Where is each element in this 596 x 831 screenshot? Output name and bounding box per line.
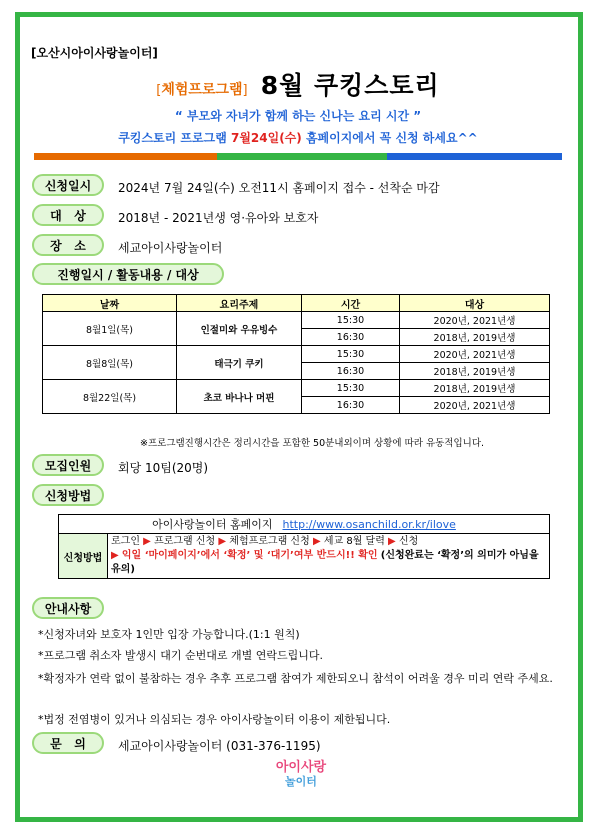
tagline: “ 부모와 자녀가 함께 하는 신나는 요리 시간 ” — [174, 109, 422, 123]
application-notice: 쿠킹스토리 프로그램 7월24일(수) 홈페이지에서 꼭 신청 하세요^^ — [118, 131, 478, 145]
schedule-table — [42, 294, 550, 414]
svg-text:놀이터: 놀이터 — [285, 775, 317, 788]
guide-label: 안내사항 — [32, 597, 104, 619]
schedule-note: ※프로그램진행시간은 정리시간을 포함한 50분내외이며 상황에 따라 유동적입니다. — [140, 438, 485, 449]
recruit-value: 회당 10팀(20명) — [118, 461, 209, 475]
method-label: 신청방법 — [32, 484, 104, 506]
target-label: 대 상 — [32, 204, 104, 226]
table-row: 8월22일(목) 초코 바나나 머핀 15:30 2018년, 2019년생 — [43, 380, 550, 397]
arrow-right-icon: ▶ — [218, 536, 227, 547]
place-label: 장 소 — [32, 234, 104, 256]
table-header-row: 날짜 요리주제 시간 대상 — [43, 295, 550, 312]
method-steps: 로그인 ▶ 프로그램 신청 ▶ 체험프로그램 신청 ▶ 세교 8월 달력 ▶ 신청 — [111, 536, 419, 547]
place-value: 세교아이사랑놀이터 — [118, 241, 223, 255]
table-row: 16:30 2018년, 2019년생 — [43, 363, 550, 380]
guide-item: *신청자녀와 보호자 1인만 입장 가능합니다.(1:1 원칙) — [38, 628, 300, 641]
arrow-right-icon: ▶ — [143, 536, 151, 547]
table-row: 16:30 2018년, 2019년생 — [43, 329, 550, 346]
contact-value: 세교아이사랑놀이터 (031-376-1195) — [118, 739, 321, 753]
arrow-right-icon: ▶ — [312, 536, 321, 547]
homepage-link[interactable]: http://www.osanchild.or.kr/ilove — [282, 518, 456, 531]
table-row: 16:30 2020년, 2021년생 — [43, 397, 550, 414]
arrow-right-icon: ▶ — [388, 536, 396, 547]
homepage-label: 아이사랑놀이터 홈페이지 — [152, 518, 273, 531]
program-type: 체험프로그램 — [161, 82, 243, 98]
svg-text:아이사랑: 아이사랑 — [275, 760, 327, 775]
contact-label: 문 의 — [32, 732, 104, 754]
arrow-right-icon: ▶ — [111, 550, 119, 561]
organization-name: [오산시아이사랑놀이터] — [31, 46, 158, 60]
page-title: [체험프로그램] 8월 쿠킹스토리 — [156, 71, 440, 100]
guide-item: *확정자가 연락 없이 불참하는 경우 추후 프로그램 참여가 제한되오니 참석이 어려울 경우 미리 연락 주세요. — [38, 672, 553, 685]
table-row: 8월8일(목) 태극기 쿠키 15:30 2020년, 2021년생 — [43, 346, 550, 363]
apply-date-value: 2024년 7월 24일(수) 오전11시 홈페이지 접수 - 선착순 마감 — [118, 181, 440, 195]
schedule-label: 진행일시 / 활동내용 / 대상 — [32, 263, 224, 285]
method-check: ▶ 익일 ‘마이페이지’에서 ‘확정’ 및 ‘대기’여부 반드시!! 확인 (신청완료는 ‘확정’의 의미가 아님을 유의) — [111, 550, 539, 575]
table-row: 8월1일(목) 인절미와 우유빙수 15:30 2020년, 2021년생 — [43, 312, 550, 329]
guide-item: *법정 전염병이 있거나 의심되는 경우 아이사랑놀이터 이용이 제한됩니다. — [38, 713, 391, 726]
color-divider — [34, 153, 562, 160]
method-header: 신청방법 — [59, 534, 108, 579]
program-title: 8월 쿠킹스토리 — [260, 71, 440, 100]
application-table — [58, 514, 550, 579]
recruit-label: 모집인원 — [32, 454, 104, 476]
guide-item: *프로그램 취소자 발생시 대기 순번대로 개별 연락드립니다. — [38, 649, 323, 662]
apply-date-label: 신청일시 — [32, 174, 104, 196]
organization-logo — [248, 758, 354, 788]
target-value: 2018년 - 2021년생 영·유아와 보호자 — [118, 211, 319, 225]
